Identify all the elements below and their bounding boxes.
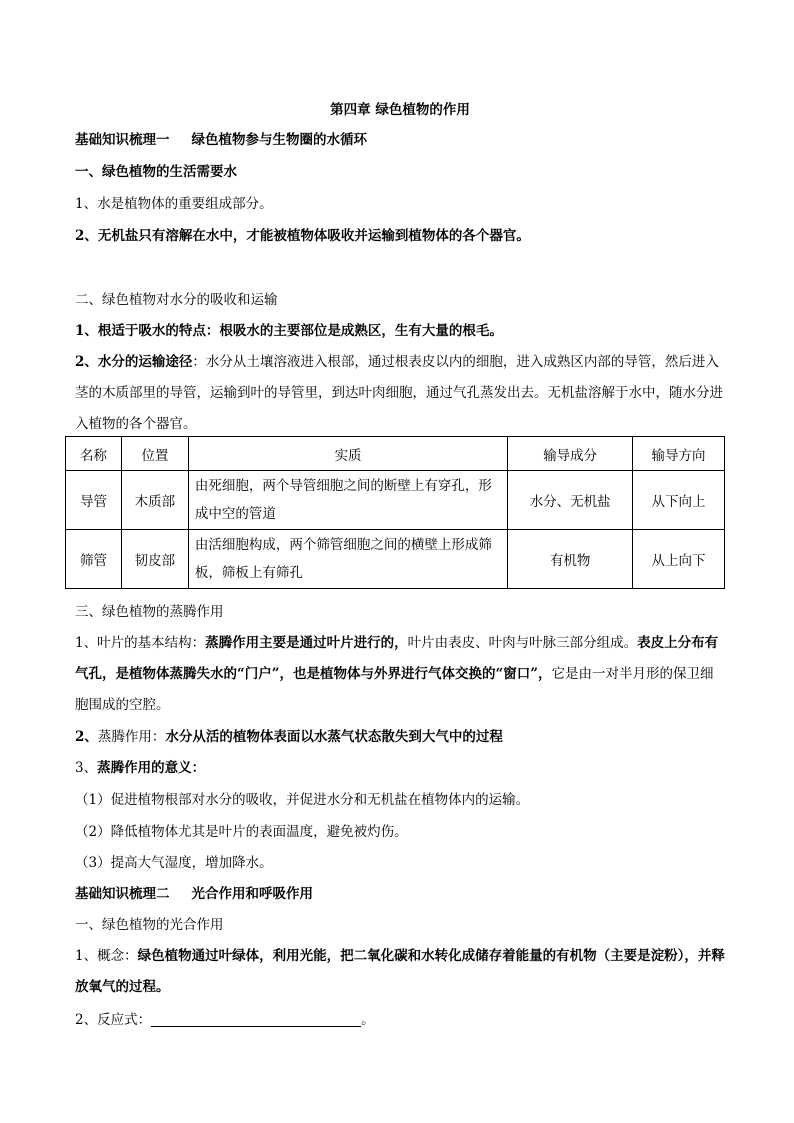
- answer-blank[interactable]: [151, 1011, 361, 1027]
- item-transport-path: 2、水分的运输途径：水分从土壤溶液进入根部，通过根表皮以内的细胞，进入成熟区内部的导管，然后进入茎的木质部里的导管，运输到叶的导管里，到达叶肉细胞，通过气孔蒸发出去。无机盐溶解于水中，随水分进入植物的各个器官。: [75, 354, 723, 432]
- item-leaf-structure: 1、叶片的基本结构：蒸腾作用主要是通过叶片进行的，叶片由表皮、叶肉与叶脉三部分组成。表皮上分布有气孔，是植物体蒸腾失水的“门户”，也是植物体与外界进行气体交换的“窗口”，它是由一对半月形的保卫细胞围成的空腔。: [75, 635, 719, 713]
- table-cell: 从下向上: [633, 471, 725, 530]
- table-header-cell: 实质: [188, 437, 507, 471]
- table-cell: 木质部: [121, 471, 188, 530]
- table-cell: 有机物: [508, 530, 633, 589]
- table-cell: 韧皮部: [121, 530, 188, 589]
- item-transpiration-def: 2、蒸腾作用：水分从活的植物体表面以水蒸气状态散失到大气中的过程: [75, 729, 503, 745]
- table-header-cell: 名称: [66, 437, 122, 471]
- section-heading-2: 基础知识梳理二 光合作用和呼吸作用: [75, 886, 313, 902]
- table-header-row: [66, 437, 725, 471]
- transport-table: [65, 436, 725, 589]
- item-root-features: 1、根适于吸水的特点：根吸水的主要部位是成熟区，生有大量的根毛。: [75, 323, 503, 339]
- table-cell: 从上向下: [633, 530, 725, 589]
- heading-absorption: 二、绿色植物对水分的吸收和运输: [75, 292, 278, 308]
- table-cell: 水分、无机盐: [508, 471, 633, 530]
- table-header-cell: 位置: [121, 437, 188, 471]
- heading-transpiration: 三、绿色植物的蒸腾作用: [75, 604, 224, 620]
- section-heading-1: 基础知识梳理一 绿色植物参与生物圈的水循环: [75, 132, 367, 148]
- list-item: （1）促进植物根部对水分的吸收，并促进水分和无机盐在植物体内的运输。: [75, 792, 530, 808]
- item-transpiration-meaning: 3、蒸腾作用的意义：: [75, 760, 206, 776]
- table-cell: 导管: [66, 471, 122, 530]
- item-reaction-formula: 2、反应式： 。: [75, 1012, 375, 1028]
- item-mineral-salt: 2、无机盐只有溶解在水中，才能被植物体吸收并运输到植物体的各个器官。: [75, 228, 530, 244]
- table-cell: 由活细胞构成，两个筛管细胞之间的横壁上形成筛板，筛板上有筛孔: [188, 530, 507, 589]
- heading-water-need: 一、绿色植物的生活需要水: [75, 164, 237, 180]
- table-row: [66, 530, 725, 589]
- list-item: （3）提高大气湿度，增加降水。: [75, 855, 273, 871]
- chapter-title: 第四章 绿色植物的作用: [330, 102, 470, 118]
- table-cell: 由死细胞，两个导管细胞之间的断壁上有穿孔，形成中空的管道: [188, 471, 507, 530]
- table-cell: 筛管: [66, 530, 122, 589]
- table-header-cell: 输导方向: [633, 437, 725, 471]
- table-row: [66, 471, 725, 530]
- item-photosynthesis-concept: 1、概念：绿色植物通过叶绿体，利用光能，把二氧化碳和水转化成储存着能量的有机物（主要是淀粉），并释放氧气的过程。: [75, 948, 725, 995]
- list-item: （2）降低植物体尤其是叶片的表面温度，避免被灼伤。: [75, 824, 408, 840]
- table-header-cell: 输导成分: [508, 437, 633, 471]
- heading-photosynthesis: 一、绿色植物的光合作用: [75, 917, 224, 933]
- item-water-component: 1、水是植物体的重要组成部分。: [75, 196, 273, 212]
